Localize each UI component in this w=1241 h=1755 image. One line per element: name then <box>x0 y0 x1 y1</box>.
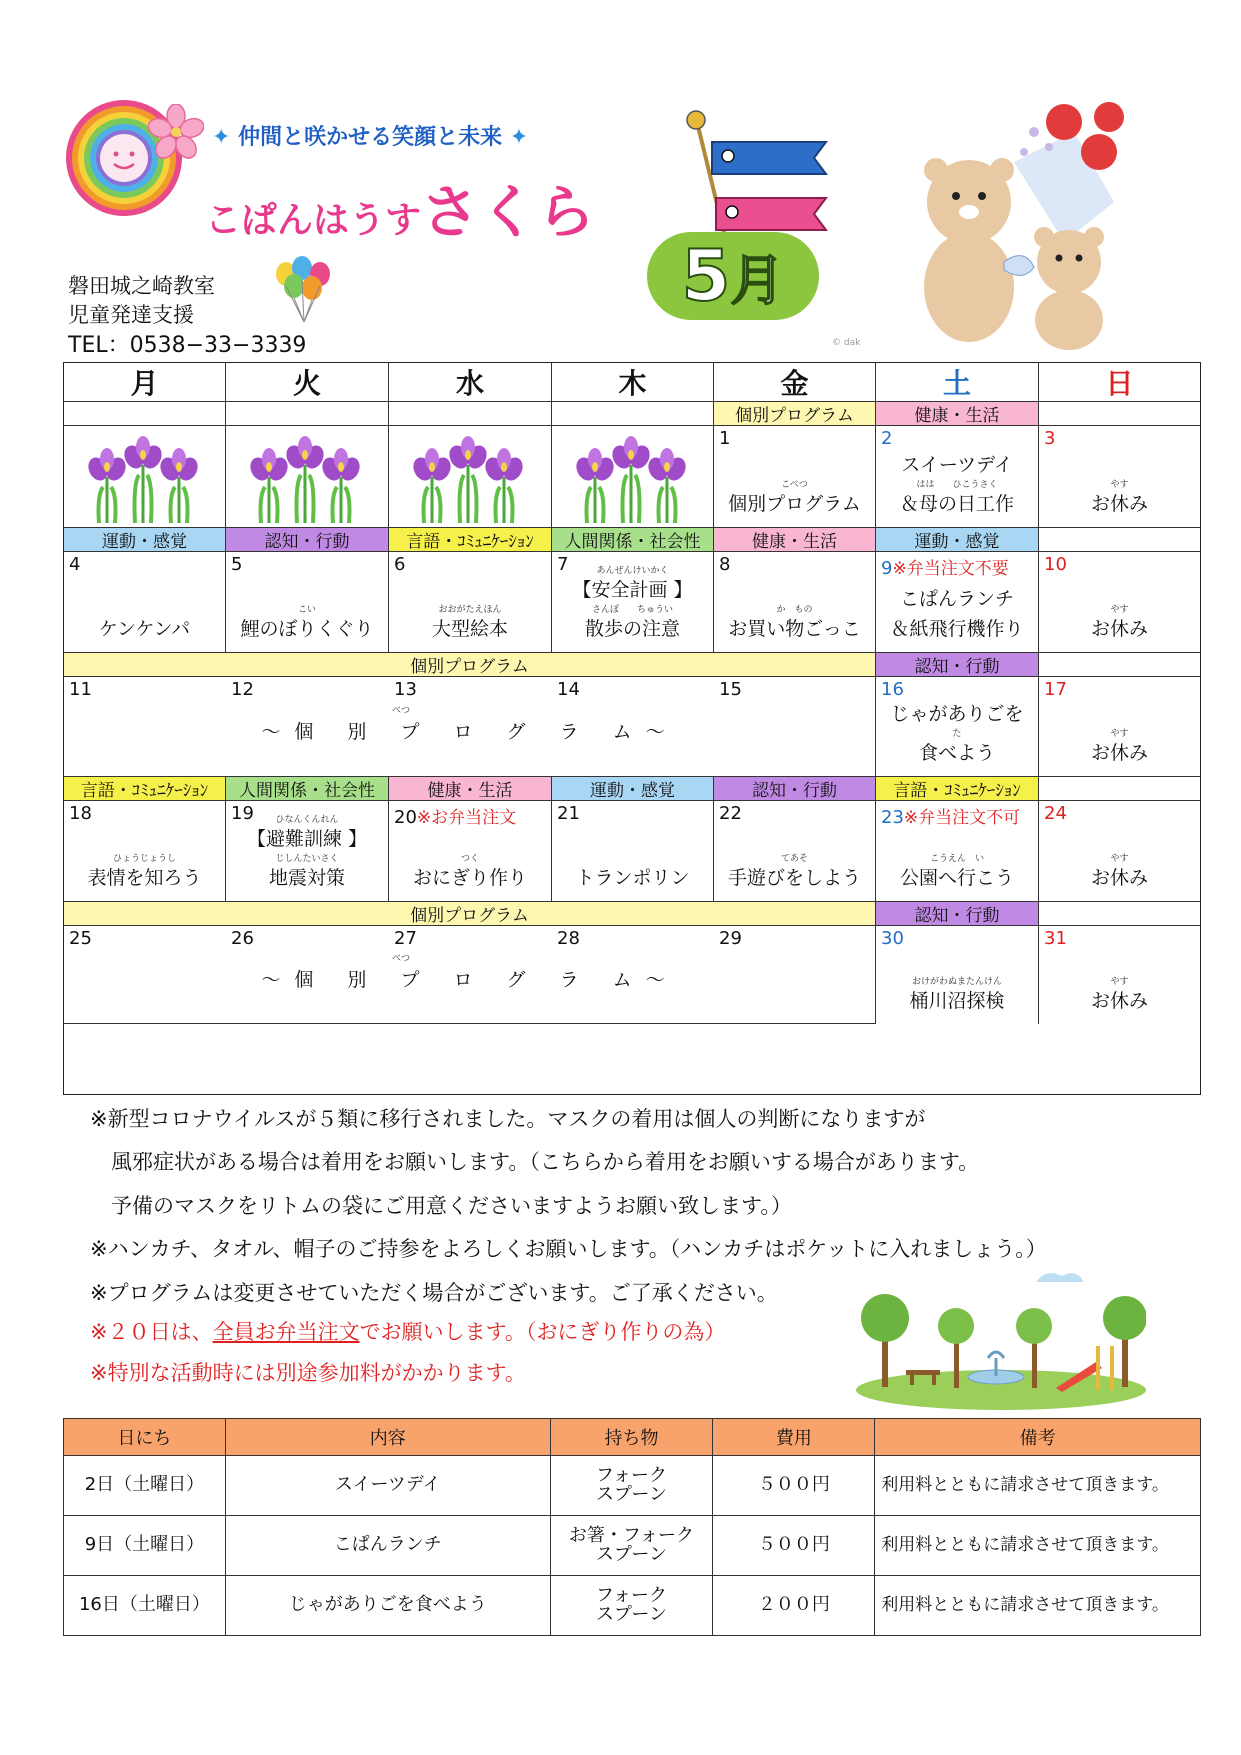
day-activity <box>64 615 225 644</box>
iris-decoration <box>85 425 205 529</box>
fee-remarks: 利用料とともに請求させて頂きます。 <box>875 1456 1201 1516</box>
month-number: 5 <box>681 235 731 317</box>
month-char: 月 <box>730 248 785 312</box>
week-1-tag-1 <box>64 402 226 426</box>
program-span-ruby: べつ <box>392 954 411 964</box>
day-number-value: 3 <box>1044 428 1056 449</box>
activity-ruby: おおがたえほん <box>438 604 502 615</box>
day-activity <box>1039 855 1200 893</box>
day-number <box>394 803 516 828</box>
activity-line-1: お休み <box>1090 617 1148 640</box>
day-number-value: 17 <box>1044 679 1067 700</box>
calendar-day <box>1039 552 1200 653</box>
koinobori-icon <box>676 106 848 246</box>
day-number-value: 22 <box>719 803 742 824</box>
day-number-value: 5 <box>231 554 243 575</box>
activity-line-1: 公園へ行こう <box>899 866 1014 889</box>
week-1-tag-7 <box>1039 402 1200 426</box>
day-activity <box>876 700 1038 768</box>
day-activity <box>876 585 1038 644</box>
belonging-item: スプーン <box>595 1603 668 1625</box>
fee-table-header <box>64 1419 1201 1456</box>
brand-name: こぱんはうすさくら <box>205 178 596 246</box>
week-5-tag-7 <box>1039 902 1200 926</box>
activity-line-1: 手遊びをしよう <box>727 866 861 889</box>
week-5-tag-individual-program: 個別プログラム <box>64 902 876 926</box>
belonging-item: スプーン <box>595 1483 668 1505</box>
week-3-tag-individual-program: 個別プログラム <box>64 653 876 677</box>
weekday-header-5: 金 <box>714 363 876 402</box>
slogan: ✦ 仲間と咲かせる笑顔と未来 ✦ <box>212 125 529 150</box>
activity-ruby: てあそ <box>780 853 808 864</box>
activity-line-2: ＆母の日工作 <box>899 492 1014 515</box>
calendar-day <box>1039 677 1200 777</box>
day-number-value: 18 <box>69 803 92 824</box>
iris-flower-icon <box>573 425 693 525</box>
activity-ruby: おけがわぬまたんけん <box>911 976 1002 987</box>
iris-decoration <box>247 425 367 529</box>
week-1-tag-6: 健康・生活 <box>876 402 1039 426</box>
day-number-value: 20 <box>394 807 417 828</box>
day-number <box>69 554 80 575</box>
day-number <box>881 928 904 949</box>
day-number-value: 24 <box>1044 803 1067 824</box>
iris-flower-icon <box>85 425 205 525</box>
day-number <box>1044 928 1067 949</box>
weekday-header-4: 木 <box>552 363 714 402</box>
day-number-value: 2 <box>881 428 893 449</box>
day-number <box>881 554 1009 579</box>
activity-ruby: つく <box>460 853 479 864</box>
day-activity <box>552 567 713 644</box>
week-5-tag-6: 認知・行動 <box>876 902 1039 926</box>
day-number <box>719 554 730 575</box>
belonging-item: フォーク <box>595 1464 668 1486</box>
calendar-day <box>389 801 552 902</box>
calendar-day <box>552 801 714 902</box>
day-activity <box>64 855 225 893</box>
calendar-day <box>389 426 552 528</box>
day-note: ※お弁当注文 <box>416 808 517 828</box>
fee-table <box>63 1418 1201 1636</box>
calendar-day <box>552 426 714 528</box>
activity-line-1: おにぎり作り <box>412 866 527 889</box>
activity-line-1: お休み <box>1090 741 1148 764</box>
activity-ruby-2: た <box>952 728 962 739</box>
program-span-ruby: べつ <box>392 706 411 716</box>
fee-belongings <box>550 1576 713 1636</box>
day-number <box>69 803 92 824</box>
fee-remarks: 利用料とともに請求させて頂きます。 <box>875 1576 1201 1636</box>
activity-line-1: スイーツデイ <box>901 454 1013 477</box>
day-number: 12 <box>231 679 254 700</box>
school-name: 磐田城之崎教室 <box>68 274 215 298</box>
day-number <box>231 554 242 575</box>
day-activity <box>552 864 713 893</box>
day-activity <box>1039 606 1200 644</box>
calendar-day <box>64 426 226 528</box>
iris-flower-icon <box>247 425 367 525</box>
week-1-tag-4 <box>552 402 714 426</box>
fee-table-row <box>64 1516 1201 1576</box>
day-number: 11 <box>69 679 92 700</box>
day-number-value: 7 <box>557 554 569 575</box>
activity-ruby: こい <box>297 604 316 615</box>
day-number: 25 <box>69 928 92 949</box>
fee-remarks: 利用料とともに請求させて頂きます。 <box>875 1516 1201 1576</box>
program-span-text: 〜個 別 プ ロ グ ラ ム〜 <box>261 721 679 743</box>
week-4-tag-5: 認知・行動 <box>714 777 876 801</box>
day-note: ※弁当注文不可 <box>903 808 1021 828</box>
day-number-value: 8 <box>719 554 731 575</box>
activity-line-1: お休み <box>1090 492 1148 515</box>
activity-ruby-2: じしんたいさく <box>275 853 339 864</box>
belonging-item: スプーン <box>595 1543 668 1565</box>
day-activity <box>1039 481 1200 519</box>
week-4-tag-4: 運動・感覚 <box>552 777 714 801</box>
fee-date: 9日（土曜日） <box>64 1516 226 1576</box>
note-6: ※２０日は、全員お弁当注文でお願いします。（おにぎり作りの為） <box>90 1320 726 1344</box>
week-2-tag-1: 運動・感覚 <box>64 528 226 552</box>
fee-content: じゃがありごを食べよう <box>225 1576 550 1636</box>
week-2-tag-6: 運動・感覚 <box>876 528 1039 552</box>
day-number-value: 9 <box>881 558 893 579</box>
header-cost: 費用 <box>713 1419 875 1456</box>
day-note: ※弁当注文不要 <box>892 559 1009 579</box>
week-1-tag-5: 個別プログラム <box>714 402 876 426</box>
activity-line-1: 個別プログラム <box>728 492 861 515</box>
fee-belongings <box>550 1516 713 1576</box>
day-number: 27 <box>394 928 417 949</box>
note-1: ※新型コロナウイルスが５類に移行されました。マスクの着用は個人の判断になりますが <box>90 1107 926 1131</box>
day-number-value: 31 <box>1044 928 1067 949</box>
day-number <box>719 803 742 824</box>
fee-cost: ５００円 <box>713 1516 875 1576</box>
sakura-flower-icon <box>148 104 204 160</box>
balloons-icon <box>272 256 338 326</box>
activity-ruby: やす <box>1110 479 1129 490</box>
day-number: 15 <box>719 679 742 700</box>
day-number-value: 4 <box>69 554 81 575</box>
fee-cost: ２００円 <box>713 1576 875 1636</box>
day-activity <box>876 855 1038 893</box>
calendar-day <box>714 801 876 902</box>
fee-content: スイーツデイ <box>225 1456 550 1516</box>
activity-ruby: こうえん い <box>929 853 984 864</box>
week-4-tag-2: 人間関係・社会性 <box>226 777 389 801</box>
day-number <box>719 428 730 449</box>
day-number-value: 16 <box>881 679 904 700</box>
week-1-tag-2 <box>226 402 389 426</box>
day-number-value: 1 <box>719 428 731 449</box>
day-activity <box>1039 978 1200 1016</box>
activity-ruby: ひょうじょうし <box>112 853 176 864</box>
activity-line-1: じゃがありごを <box>890 703 1024 726</box>
day-number <box>881 428 892 449</box>
calendar-day <box>876 552 1039 653</box>
day-number <box>394 554 405 575</box>
day-activity <box>714 855 875 893</box>
iris-decoration <box>573 425 693 529</box>
copyright: © dak <box>832 338 861 348</box>
activity-line-2: 散歩の注意 <box>584 617 680 640</box>
note-5: ※プログラムは変更させていただく場合がございます。ご了承ください。 <box>90 1281 778 1305</box>
week-4-tag-3: 健康・生活 <box>389 777 552 801</box>
iris-decoration <box>410 425 530 529</box>
week-1-tag-3 <box>389 402 552 426</box>
calendar-day <box>226 801 389 902</box>
weekday-header-7: 日 <box>1039 363 1200 402</box>
calendar-day <box>64 801 226 902</box>
calendar-day <box>1039 426 1200 528</box>
header-content: 内容 <box>225 1419 550 1456</box>
activity-ruby: か もの <box>776 604 813 615</box>
note-2: 風邪症状がある場合は着用をお願いします。（こちらから着用をお願いする場合があります。 <box>90 1150 980 1174</box>
day-number <box>1044 803 1067 824</box>
header-remarks: 備考 <box>875 1419 1201 1456</box>
fee-date: 16日（土曜日） <box>64 1576 226 1636</box>
activity-line-1: 桶川沼探検 <box>909 989 1005 1012</box>
activity-line-1: ケンケンパ <box>98 617 191 640</box>
day-number-value: 30 <box>881 928 904 949</box>
day-number: 29 <box>719 928 742 949</box>
activity-ruby: ひなんくんれん <box>275 815 339 826</box>
day-activity <box>876 978 1038 1016</box>
weekday-header-2: 火 <box>226 363 389 402</box>
day-number-value: 23 <box>881 807 904 828</box>
fee-table-row <box>64 1576 1201 1636</box>
week-4-tag-6: 言語・ｺﾐｭﾆｹｰｼｮﾝ <box>876 777 1039 801</box>
activity-line-2: 地震対策 <box>268 866 345 889</box>
note-4: ※ハンカチ、タオル、帽子のご持参をよろしくお願いします。（ハンカチはポケットに入れましょう。） <box>90 1237 1047 1261</box>
service-type: 児童発達支援 <box>68 303 194 327</box>
note-3: 予備のマスクをリトムの袋にご用意くださいますようお願い致します。） <box>90 1194 792 1218</box>
activity-ruby: やす <box>1110 728 1129 739</box>
activity-ruby: やす <box>1110 976 1129 987</box>
activity-line-2: ＆紙飛行機作り <box>890 617 1024 640</box>
calendar-day <box>876 677 1039 777</box>
belonging-item: フォーク <box>595 1584 668 1606</box>
day-number: 26 <box>231 928 254 949</box>
day-number: 14 <box>557 679 580 700</box>
program-span-text: 〜個 別 プ ロ グ ラ ム〜 <box>261 969 679 991</box>
week-3-tag-7 <box>1039 653 1200 677</box>
weekday-header-6: 土 <box>876 363 1039 402</box>
activity-line-1: 大型絵本 <box>431 617 508 640</box>
weekday-header-1: 月 <box>64 363 226 402</box>
note-7: ※特別な活動時には別途参加料がかかります。 <box>90 1361 526 1385</box>
week-4-tag-1: 言語・ｺﾐｭﾆｹｰｼｮﾝ <box>64 777 226 801</box>
week-2-tag-4: 人間関係・社会性 <box>552 528 714 552</box>
day-activity <box>226 606 388 644</box>
week-3-tag-6: 認知・行動 <box>876 653 1039 677</box>
day-number <box>1044 554 1067 575</box>
activity-line-2: 食べよう <box>918 741 995 764</box>
activity-ruby: やす <box>1110 604 1129 615</box>
activity-ruby: こべつ <box>781 479 808 490</box>
park-illustration <box>856 1262 1146 1412</box>
day-activity <box>876 451 1038 519</box>
calendar-day <box>876 426 1039 528</box>
fee-cost: ５００円 <box>713 1456 875 1516</box>
calendar-day <box>389 552 552 653</box>
day-number-value: 19 <box>231 803 254 824</box>
week-4-tag-7 <box>1039 777 1200 801</box>
day-number-value: 10 <box>1044 554 1067 575</box>
calendar-day <box>876 926 1039 1024</box>
bears-with-carnations-illustration <box>914 92 1154 352</box>
calendar-day <box>226 426 389 528</box>
fee-date: 2日（土曜日） <box>64 1456 226 1516</box>
week-2-tag-7 <box>1039 528 1200 552</box>
day-number-value: 21 <box>557 803 580 824</box>
header-belongings: 持ち物 <box>550 1419 713 1456</box>
day-activity <box>389 606 551 644</box>
week-2-tag-5: 健康・生活 <box>714 528 876 552</box>
day-activity <box>714 481 875 519</box>
activity-line-1: お休み <box>1090 989 1148 1012</box>
month-badge <box>647 232 819 320</box>
day-number <box>881 803 1020 828</box>
day-number <box>881 679 904 700</box>
activity-line-1: トランポリン <box>575 866 690 889</box>
day-number <box>1044 679 1067 700</box>
activity-line-1: お休み <box>1090 866 1148 889</box>
day-number <box>1044 428 1055 449</box>
fee-belongings <box>550 1456 713 1516</box>
activity-ruby: あんぜんけいかく <box>596 566 669 577</box>
activity-line-1: 鯉のぼりくぐり <box>240 617 374 640</box>
calendar-day <box>226 552 389 653</box>
activity-ruby: やす <box>1110 853 1129 864</box>
day-number <box>557 803 580 824</box>
iris-flower-icon <box>410 425 530 525</box>
activity-line-1: 表情を知ろう <box>87 866 202 889</box>
calendar-day <box>876 801 1039 902</box>
week-2-tag-2: 認知・行動 <box>226 528 389 552</box>
telephone: TEL：0538−33−3339 <box>68 333 307 358</box>
calendar-day <box>714 552 876 653</box>
weekday-header-3: 水 <box>389 363 552 402</box>
header-date: 日にち <box>64 1419 226 1456</box>
calendar-day <box>714 426 876 528</box>
day-activity <box>1039 730 1200 768</box>
day-number: 13 <box>394 679 417 700</box>
fee-content: こぱんランチ <box>225 1516 550 1576</box>
calendar-day <box>1039 926 1200 1024</box>
day-activity <box>226 816 388 893</box>
calendar-day <box>552 552 714 653</box>
activity-line-1: お買い物ごっこ <box>728 617 861 640</box>
belonging-item: お箸・フォーク <box>568 1524 695 1546</box>
day-activity <box>714 606 875 644</box>
day-number-value: 6 <box>394 554 406 575</box>
week-2-tag-3: 言語・ｺﾐｭﾆｹｰｼｮﾝ <box>389 528 552 552</box>
calendar-day <box>64 552 226 653</box>
fee-table-row <box>64 1456 1201 1516</box>
day-activity <box>389 855 551 893</box>
day-number: 28 <box>557 928 580 949</box>
activity-line-1: 【避難訓練 】 <box>246 828 368 851</box>
activity-line-1: こぱんランチ <box>899 588 1014 611</box>
calendar <box>63 362 1201 1095</box>
activity-line-1: 【安全計画 】 <box>572 579 693 602</box>
calendar-day <box>1039 801 1200 902</box>
activity-ruby-2: さんぽ ちゅうい <box>591 604 673 615</box>
activity-ruby-2: はは ひこうさく <box>916 479 998 490</box>
